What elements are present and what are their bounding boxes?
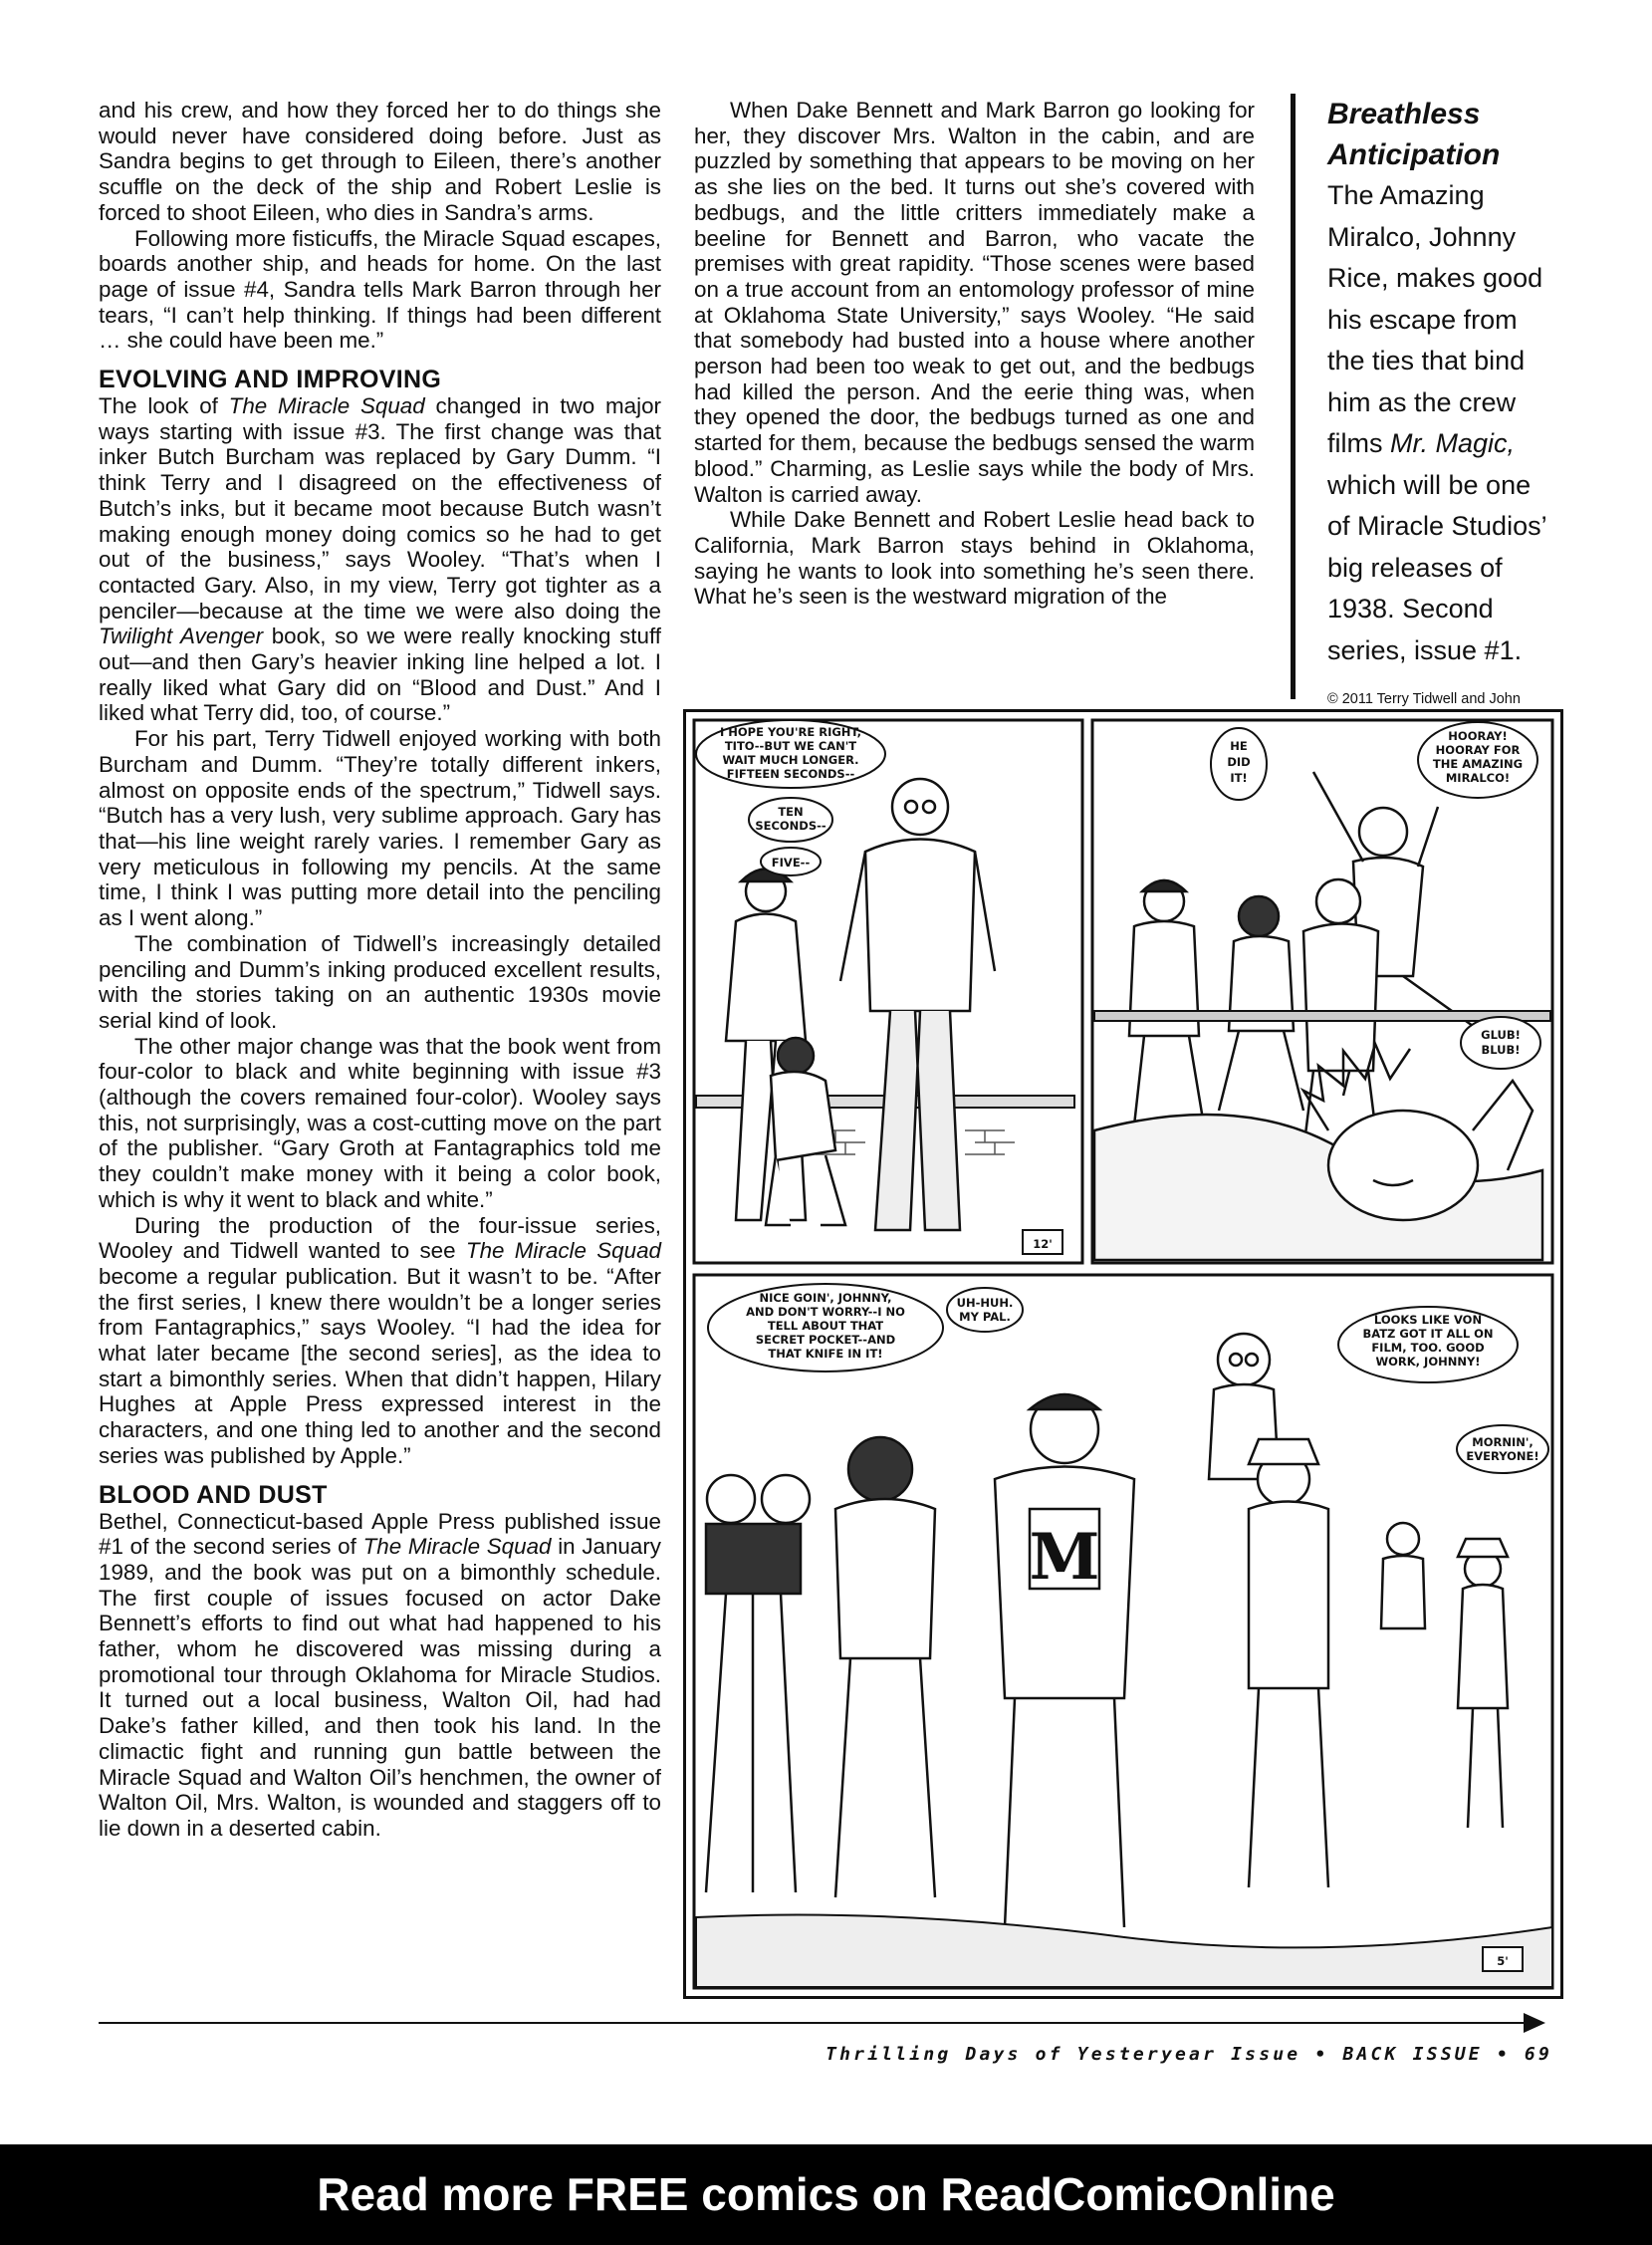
svg-text:5': 5' <box>1497 1954 1509 1968</box>
svg-text:BLUB!: BLUB! <box>1481 1043 1521 1057</box>
speech-balloon-2 <box>749 798 832 842</box>
svg-text:FIFTEEN SECONDS--: FIFTEEN SECONDS-- <box>726 767 855 781</box>
height-sign-5 <box>1483 1947 1523 1971</box>
svg-text:EVERYONE!: EVERYONE! <box>1466 1449 1539 1463</box>
paragraph: While Dake Bennett and Robert Leslie head back to California, Mark Barron stays behind in Oklahoma, saying he wants to look into something he’s seen there. What he’s seen is the westward migration of the <box>694 507 1255 610</box>
svg-text:FIVE--: FIVE-- <box>771 856 811 870</box>
speech-balloon-7 <box>708 1284 943 1372</box>
paragraph: The combination of Tidwell’s increasingly detailed penciling and Dumm’s inking produced excellent results, with the stories taking on an authentic 1930s movie serial kind of look. <box>99 930 661 1033</box>
section-heading: EVOLVING AND IMPROVING <box>99 366 442 394</box>
speech-balloon-9 <box>1338 1307 1518 1382</box>
film-title: Mr. Magic, <box>1390 428 1516 458</box>
svg-text:THAT KNIFE IN IT!: THAT KNIFE IN IT! <box>768 1347 883 1361</box>
book-title: The Miracle Squad <box>465 1238 661 1264</box>
height-sign-12 <box>1023 1230 1062 1254</box>
speech-balloon-8 <box>947 1288 1023 1332</box>
svg-text:MIRALCO!: MIRALCO! <box>1445 771 1511 785</box>
copyright-credit: © 2011 Terry Tidwell and John <box>1327 691 1521 707</box>
image-caption-sidebar <box>1291 94 1559 707</box>
svg-text:HOORAY FOR: HOORAY FOR <box>1435 743 1521 757</box>
svg-text:SECRET POCKET--AND: SECRET POCKET--AND <box>755 1333 896 1347</box>
svg-text:TITO--BUT WE CAN'T: TITO--BUT WE CAN'T <box>724 739 857 753</box>
svg-text:LOOKS LIKE VON: LOOKS LIKE VON <box>1373 1313 1483 1327</box>
sound-effect-balloon <box>1461 1017 1540 1069</box>
svg-text:M: M <box>1029 1520 1100 1595</box>
comic-page-illustration <box>683 709 1563 1999</box>
speech-balloon-4 <box>1211 728 1267 800</box>
book-title: The Miracle Squad <box>362 1534 552 1560</box>
svg-text:AND DON'T WORRY--I NO: AND DON'T WORRY--I NO <box>746 1305 905 1319</box>
arrow-right-icon <box>1524 2013 1545 2033</box>
book-title: Twilight Avenger <box>99 624 264 649</box>
svg-text:MORNIN',: MORNIN', <box>1472 1435 1534 1449</box>
caption-body: The Amazing Miralco, Johnny Rice, makes good his escape from the ties that bind him as the crew films Mr. Magic, which will be one of Miracle Studios’ big releases of 1938. Second series, issue #1. <box>1327 180 1546 665</box>
page-footer: Thrilling Days of Yesteryear Issue • BACK ISSUE • 69 <box>826 2044 1552 2065</box>
paragraph: and his crew, and how they forced her to do things she would never have considered doing before. Just as Sandra begins to get through to Eileen, there’s another scuffle on the deck of the ship and Robert Leslie is forced to shoot Eileen, who dies in Sandra’s arms. <box>99 98 661 225</box>
comic-art <box>686 712 1560 1996</box>
svg-text:IT!: IT! <box>1230 771 1248 785</box>
paragraph: The other major change was that the book went from four-color to black and white beginning with issue #3 (although the covers remained four-color). Wooley says this, not surprisingly, was a cost-cutting move on the part of the publisher. “Gary Groth at Fantagraphics told me they couldn’t make money with it being a color book, which is why it went to black and white.” <box>99 1033 661 1212</box>
paragraph: When Dake Bennett and Mark Barron go looking for her, they discover Mrs. Walton in the cabin, and are puzzled by something that appears to be moving on her as she lies on the bed. It turns out she’s covered with bedbugs, and the little critters immediately make a beeline for Bennett and Barron, who vacate the premises with great rapidity. “Those scenes were based on a true account from an entomology professor of mine at Oklahoma State University,” says Wooley. “He said that somebody had busted into a house where another person had been too weak to get out, and the bedbugs had killed the person. And the eerie thing was, when they opened the door, the bedbugs turned as one and started for them, because the bedbugs sensed the warm blood.” Charming, as Leslie says while the body of Mrs. Walton is carried away. <box>694 98 1255 507</box>
speech-balloon-3 <box>761 848 821 875</box>
paragraph: The look of The Miracle Squad changed in two major ways starting with issue #3. The first change was that inker Butch Burcham was replaced by Gary Dumm. “I think Terry and I disagreed on the effectiveness of Butch’s inks, but it became moot because Butch wasn’t making enough money doing comics so he had to get out of the business,” says Wooley. “That’s when I contacted Gary. Also, in my view, Terry got tighter as a penciler—because at the time we were also doing the Twilight Avenger book, so we were really knocking stuff out—and then Gary’s heavier inking line helped a lot. I really liked what Gary did on “Blood and Dust.” And I liked what Terry did, too, of course.” <box>99 393 662 726</box>
miracle-emblem <box>1030 1509 1100 1595</box>
svg-text:UH-HUH.: UH-HUH. <box>956 1296 1014 1310</box>
section-heading: BLOOD AND DUST <box>99 1480 328 1509</box>
svg-text:I HOPE YOU'RE RIGHT,: I HOPE YOU'RE RIGHT, <box>719 725 862 739</box>
svg-text:SECONDS--: SECONDS-- <box>755 819 826 833</box>
caption-title: Breathless Anticipation <box>1327 98 1501 171</box>
svg-text:GLUB!: GLUB! <box>1481 1028 1521 1042</box>
paragraph: Bethel, Connecticut-based Apple Press published issue #1 of the second series of The Miracle Squad in January 1989, and the book was put on a bimonthly schedule. The first couple of issues focused on actor Dake Bennett’s efforts to find out what had happened to his father, whom he discovered was missing during a promotional tour through Oklahoma for Miracle Studios. It turned out a local business, Walton Oil, had had Dake’s father killed, and then took his land. In the climactic fight and running gun battle between the Miracle Squad and Walton Oil’s henchmen, the owner of Walton Oil, Mrs. Walton, is wounded and staggers off to lie down in a deserted cabin. <box>99 1508 661 1841</box>
article-middle-column <box>694 98 1255 610</box>
svg-text:FILM, TOO. GOOD: FILM, TOO. GOOD <box>1371 1341 1485 1355</box>
svg-text:NICE GOIN', JOHNNY,: NICE GOIN', JOHNNY, <box>759 1291 892 1305</box>
svg-text:HE: HE <box>1230 739 1248 753</box>
svg-text:MY PAL.: MY PAL. <box>959 1310 1011 1324</box>
article-left-column <box>99 98 661 1842</box>
paragraph: Following more fisticuffs, the Miracle Squad escapes, boards another ship, and heads for home. On the last page of issue #4, Sandra tells Mark Barron through her tears, “I can’t help thinking. If things had been different … she could have been me.” <box>99 225 661 354</box>
paragraph: For his part, Terry Tidwell enjoyed working with both Burcham and Dumm. “They’re totally different inkers, almost on opposite ends of the spectrum,” Tidwell says. “Butch has a very lush, very sublime approach. Gary has that—his line weight rarely varies. I remember Gary as very meticulous in following my pencils. At the same time, I think I was putting more detail into the penciling as I went along.” <box>99 726 661 931</box>
svg-text:WORK, JOHNNY!: WORK, JOHNNY! <box>1375 1355 1481 1369</box>
svg-text:THE AMAZING: THE AMAZING <box>1432 757 1524 771</box>
svg-text:BATZ GOT IT ALL ON: BATZ GOT IT ALL ON <box>1362 1327 1494 1341</box>
paragraph: During the production of the four-issue series, Wooley and Tidwell wanted to see The Miracle Squad become a regular publication. But it wasn’t to be. “After the first series, I knew there wouldn’t be a longer series from Fantagraphics,” says Wooley. “I had the idea for what later became [the second series], as the idea to start a bimonthly series. When that didn’t happen, Hilary Hughes at Apple Press expressed interest in the characters, and one thing led to another and the second series was published by Apple.” <box>99 1212 661 1468</box>
svg-text:HOORAY!: HOORAY! <box>1448 729 1508 743</box>
speech-balloon-1 <box>696 720 885 788</box>
promo-banner[interactable]: Read more FREE comics on ReadComicOnline <box>0 2144 1652 2245</box>
book-title: The Miracle Squad <box>228 393 425 419</box>
speech-balloon-10 <box>1457 1425 1548 1473</box>
svg-text:12': 12' <box>1033 1237 1053 1251</box>
svg-text:TEN: TEN <box>778 805 804 819</box>
svg-text:TELL ABOUT THAT: TELL ABOUT THAT <box>767 1319 884 1333</box>
svg-text:WAIT MUCH LONGER.: WAIT MUCH LONGER. <box>722 753 859 767</box>
speech-balloon-5 <box>1418 722 1537 798</box>
footer-rule <box>99 2022 1533 2024</box>
svg-text:DID: DID <box>1227 755 1251 769</box>
